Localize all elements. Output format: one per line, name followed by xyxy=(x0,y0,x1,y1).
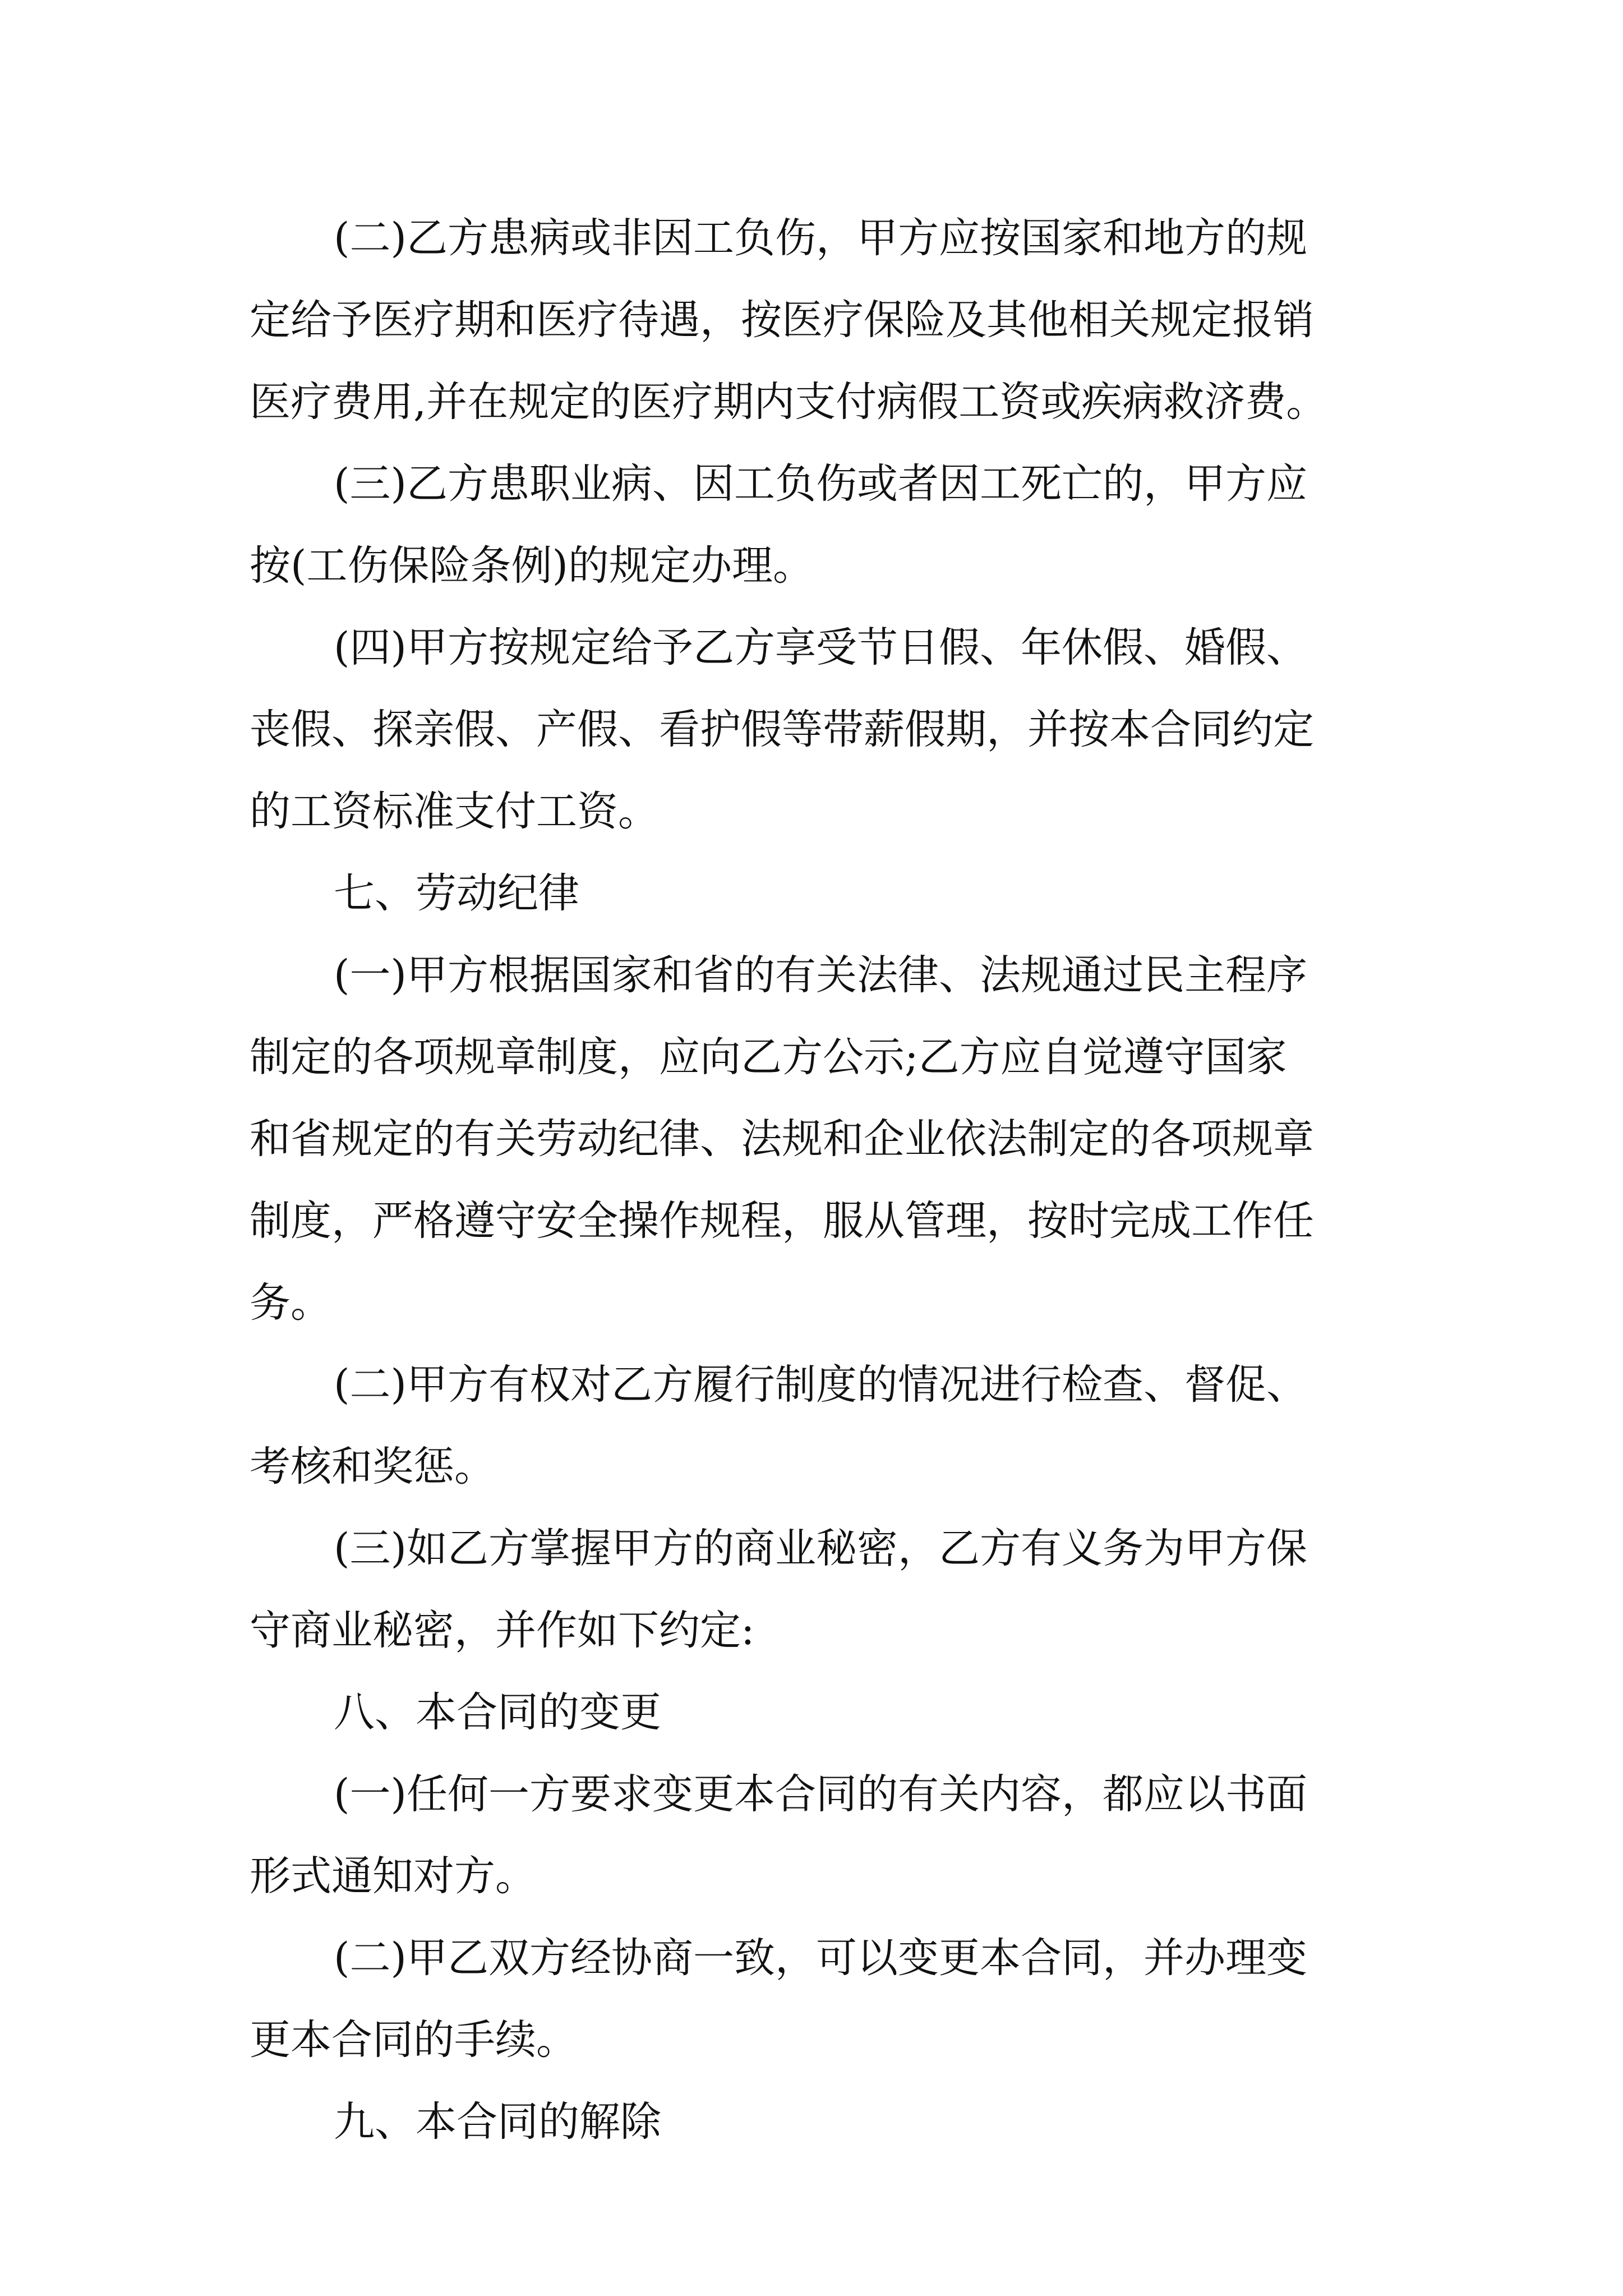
paragraph-line: (二)乙方患病或非因工负伤，甲方应按国家和地方的规 xyxy=(334,214,1307,262)
paragraph-line: (一)任何一方要求变更本合同的有关内容，都应以书面 xyxy=(334,1770,1307,1818)
section-heading: 七、劳动纪律 xyxy=(334,869,579,917)
paragraph-line: (三)乙方患职业病、因工负伤或者因工死亡的，甲方应 xyxy=(334,460,1307,508)
paragraph-line: 医疗费用,并在规定的医疗期内支付病假工资或疾病救济费。 xyxy=(250,378,1327,426)
paragraph-line: (一)甲方根据国家和省的有关法律、法规通过民主程序 xyxy=(334,951,1307,999)
paragraph-line: (二)甲乙双方经协商一致，可以变更本合同，并办理变 xyxy=(334,1934,1307,1982)
paragraph-line: 的工资标准支付工资。 xyxy=(250,788,659,835)
paragraph-line: 更本合同的手续。 xyxy=(250,2016,577,2064)
section-heading: 九、本合同的解除 xyxy=(334,2098,661,2146)
paragraph-line: 制定的各项规章制度，应向乙方公示;乙方应自觉遵守国家 xyxy=(250,1033,1287,1081)
paragraph-line: (三)如乙方掌握甲方的商业秘密，乙方有义务为甲方保 xyxy=(334,1525,1307,1572)
paragraph-line: 守商业秘密，并作如下约定: xyxy=(250,1607,755,1654)
paragraph-line: (二)甲方有权对乙方履行制度的情况进行检查、督促、 xyxy=(334,1361,1307,1409)
paragraph-line: 务。 xyxy=(250,1279,331,1327)
paragraph-line: 考核和奖惩。 xyxy=(250,1443,495,1490)
paragraph-line: 形式通知对方。 xyxy=(250,1852,536,1900)
paragraph-line: (四)甲方按规定给予乙方享受节日假、年休假、婚假、 xyxy=(334,624,1307,671)
paragraph-line: 和省规定的有关劳动纪律、法规和企业依法制定的各项规章 xyxy=(250,1115,1314,1163)
paragraph-line: 按(工伤保险条例)的规定办理。 xyxy=(250,542,814,590)
paragraph-line: 定给予医疗期和医疗待遇，按医疗保险及其他相关规定报销 xyxy=(250,296,1314,344)
paragraph-line: 制度，严格遵守安全操作规程，服从管理，按时完成工作任 xyxy=(250,1197,1314,1245)
section-heading: 八、本合同的变更 xyxy=(334,1688,661,1736)
paragraph-line: 丧假、探亲假、产假、看护假等带薪假期，并按本合同约定 xyxy=(250,706,1314,753)
